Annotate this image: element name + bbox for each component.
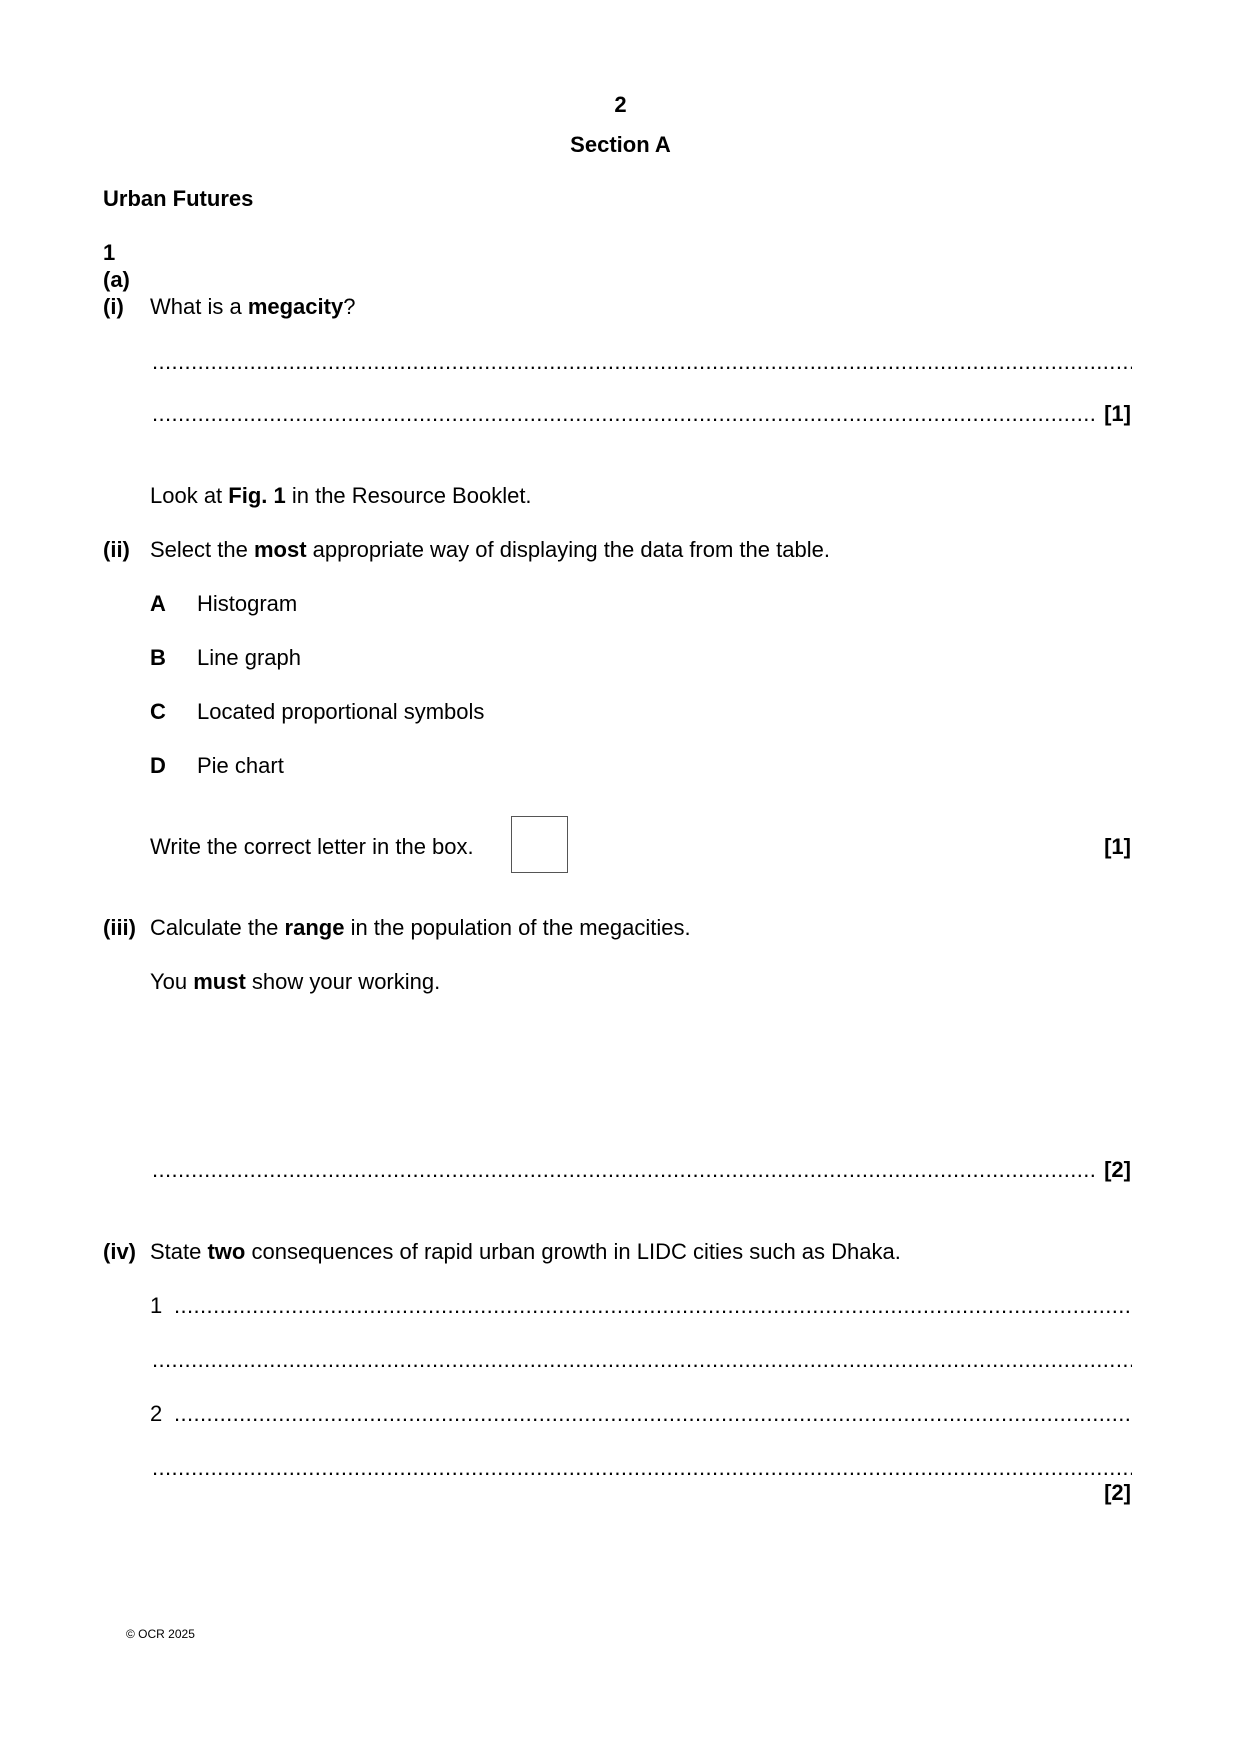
answer-box-instruction: Write the correct letter in the box. (150, 834, 474, 859)
resource-note-end: in the Resource Booklet. (285, 483, 532, 508)
question-ii-text-end: appropriate way of displaying the data from the table. (306, 537, 830, 562)
option-text-c: Located proportional symbols (197, 699, 485, 724)
question-iii-keyword: range (284, 915, 345, 940)
answer-line-iv-2b[interactable] (152, 1455, 1132, 1481)
option-text-a: Histogram (197, 591, 298, 616)
question-i-keyword: megacity (247, 294, 344, 319)
question-ii-text (150, 537, 830, 563)
working-instruction-end: show your working. (245, 969, 441, 994)
mark-i: [1] (1104, 401, 1131, 426)
option-text-d: Pie chart (197, 753, 284, 778)
question-ii-keyword: most (253, 537, 307, 562)
answer-line-iv-1a[interactable] (174, 1293, 1132, 1319)
answer-line-iv-2a[interactable] (174, 1401, 1132, 1427)
option-letter-d: D (150, 753, 166, 778)
question-part: (a) (103, 267, 130, 292)
question-iv-text-start: State (150, 1239, 208, 1264)
mark-iv: [2] (1104, 1480, 1131, 1505)
question-iv-text (150, 1239, 901, 1265)
question-iii-text (150, 915, 691, 941)
answer-letter-box[interactable] (511, 816, 568, 873)
answer-line-iv-1b[interactable] (152, 1347, 1132, 1373)
question-iv-keyword: two (207, 1239, 246, 1264)
copyright-footer: © OCR 2025 (126, 1627, 195, 1641)
subquestion-label-iii: (iii) (103, 915, 136, 940)
subquestion-label-iv: (iv) (103, 1239, 136, 1264)
section-title: Section A (570, 132, 671, 157)
question-i-text (150, 294, 355, 320)
question-iv-text-end: consequences of rapid urban growth in LIDC cities such as Dhaka. (245, 1239, 901, 1264)
working-instruction (150, 969, 440, 995)
answer-number-2: 2 (150, 1401, 163, 1426)
mark-ii: [1] (1104, 834, 1131, 859)
option-letter-b: B (150, 645, 166, 670)
page-number: 2 (614, 92, 627, 117)
resource-note (150, 483, 532, 509)
question-number: 1 (103, 240, 116, 265)
subquestion-label-ii: (ii) (103, 537, 130, 562)
question-iii-text-start: Calculate the (150, 915, 285, 940)
topic-title: Urban Futures (103, 186, 254, 211)
option-letter-c: C (150, 699, 166, 724)
answer-line-iii[interactable] (152, 1157, 1097, 1183)
question-i-text-end: ? (343, 294, 356, 319)
subquestion-label-i: (i) (103, 294, 124, 319)
question-i-text-start: What is a (150, 294, 248, 319)
resource-note-figure: Fig. 1 (228, 483, 286, 508)
answer-line-i-1[interactable] (152, 349, 1132, 375)
answer-number-1: 1 (150, 1293, 163, 1318)
option-text-b: Line graph (197, 645, 301, 670)
working-instruction-start: You (150, 969, 194, 994)
answer-line-i-2[interactable] (152, 401, 1097, 427)
option-letter-a: A (150, 591, 166, 616)
working-instruction-keyword: must (193, 969, 246, 994)
question-iii-text-end: in the population of the megacities. (344, 915, 691, 940)
mark-iii: [2] (1104, 1157, 1131, 1182)
question-ii-text-start: Select the (150, 537, 254, 562)
resource-note-start: Look at (150, 483, 229, 508)
